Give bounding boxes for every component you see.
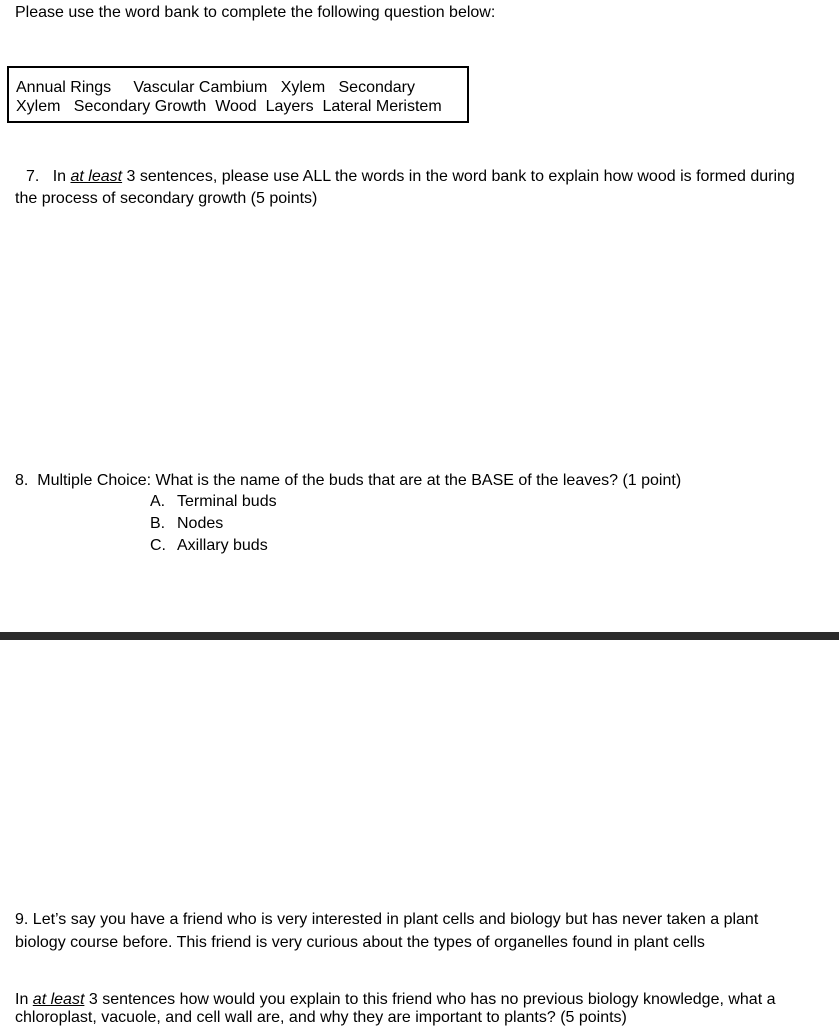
word-bank-line-1: Annual Rings Vascular Cambium Xylem Secondary: [16, 79, 415, 96]
word-bank-line-2: Xylem Secondary Growth Wood Layers Lateral Meristem: [16, 98, 442, 115]
question-7-prefix: In: [52, 168, 67, 185]
word-bank-box: [7, 66, 469, 123]
option-c: [150, 536, 268, 555]
option-b-letter: B.: [150, 515, 166, 532]
question-9-line-2: biology course before. This friend is very curious about the types of organelles found in plant cells: [15, 934, 705, 951]
question-7-text: 3 sentences, please use ALL the words in the word bank to explain how wood is formed during: [126, 168, 795, 185]
question-9-prompt-prefix: In: [15, 991, 29, 1008]
question-9-prompt-line-2: chloroplast, vacuole, and cell wall are, and why they are important to plants? (5 points): [15, 1009, 627, 1026]
question-9-prompt-line-1: [15, 990, 776, 1009]
page-divider: [0, 632, 839, 640]
option-b: [150, 514, 223, 533]
question-7-number: 7.: [26, 168, 40, 185]
option-c-letter: C.: [150, 537, 166, 554]
option-c-text: Axillary buds: [177, 537, 268, 554]
question-7-line-1: [26, 167, 795, 186]
question-9-prompt-emphasis: at least: [32, 991, 85, 1008]
option-a-letter: A.: [150, 493, 166, 510]
instructions-text: Please use the word bank to complete the following question below:: [15, 4, 496, 21]
option-b-text: Nodes: [177, 515, 224, 532]
option-a-text: Terminal buds: [177, 493, 277, 510]
question-7-line-2: the process of secondary growth (5 points): [15, 190, 318, 207]
option-a: [150, 492, 277, 511]
question-9-line-1: 9. Let’s say you have a friend who is very interested in plant cells and biology but has never taken a plant: [15, 911, 759, 928]
question-7-emphasis: at least: [70, 168, 123, 185]
question-9-prompt-text: 3 sentences how would you explain to this friend who has no previous biology knowledge, what a: [88, 991, 776, 1008]
question-8-text: 8. Multiple Choice: What is the name of the buds that are at the BASE of the leaves? (1 point): [15, 472, 682, 489]
